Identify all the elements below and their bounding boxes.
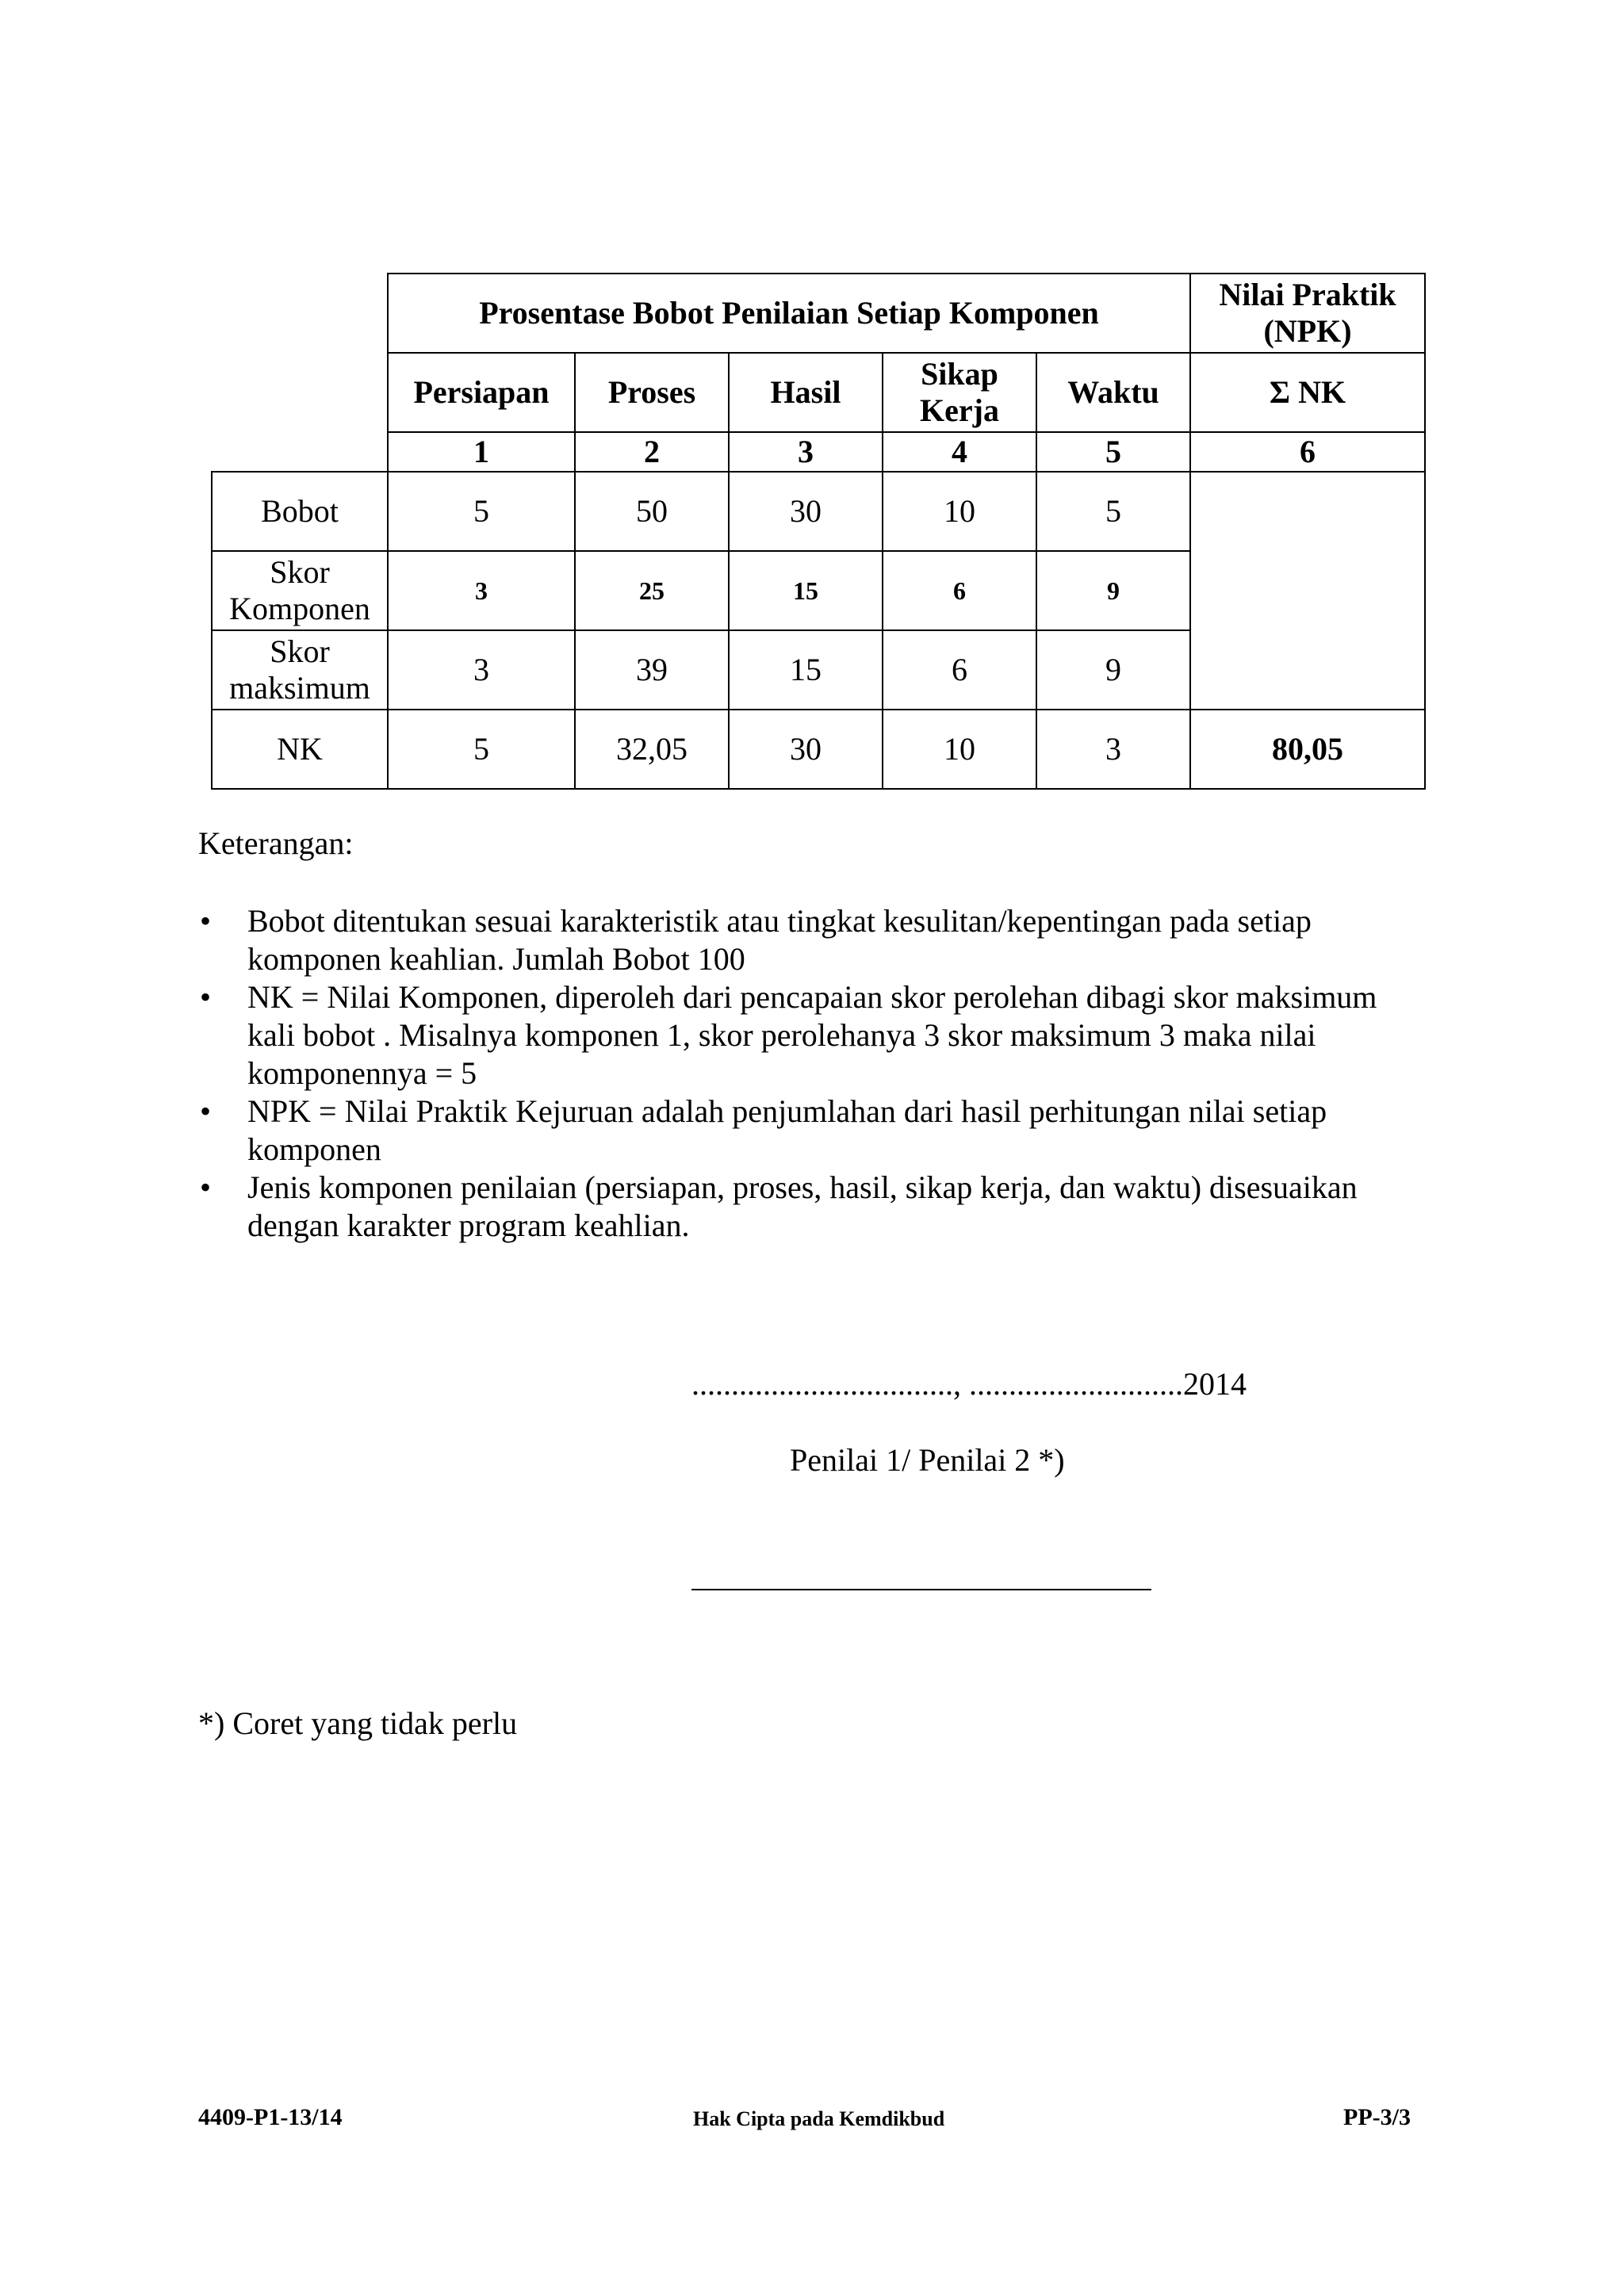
table-cell: 5 [388,710,575,789]
table-cell: 30 [729,472,883,551]
bullet-icon: • [200,903,212,939]
table-cell: 3 [1036,710,1190,789]
column-header-hasil: Hasil [729,353,883,432]
table-cell: 5 [1036,472,1190,551]
table-cell: 30 [729,710,883,789]
table-cell: 5 [388,472,575,551]
notes-list [198,902,1467,1245]
bullet-icon: • [200,1093,212,1129]
signature-line [691,1589,1151,1590]
note-line: dengan karakter program keahlian. [247,1207,690,1243]
column-number: 4 [883,432,1036,472]
note-line: Bobot ditentukan sesuai karakteristik atau tingkat kesulitan/kepentingan pada setiap [247,903,1312,939]
table-cell: 6 [883,630,1036,710]
note-line: kali bobot . Misalnya komponen 1, skor perolehanya 3 skor maksimum 3 maka nilai [247,1017,1316,1053]
note-line: Jenis komponen penilaian (persiapan, proses, hasil, sikap kerja, dan waktu) disesuaikan [247,1169,1358,1205]
note-line: komponen [247,1131,381,1167]
table-cell: 9 [1036,630,1190,710]
note-line: komponen keahlian. Jumlah Bobot 100 [247,941,745,977]
row-label-line1: Skor [270,633,330,669]
table-cell: 6 [883,551,1036,630]
row-label-line1: Skor [270,554,330,590]
column-header-waktu: Waktu [1036,353,1190,432]
table-cell: 9 [1036,551,1190,630]
npk-total: 80,05 [1190,710,1425,789]
table-cell: 15 [729,630,883,710]
table-cell: 32,05 [575,710,729,789]
table-cell: 39 [575,630,729,710]
assessment-weight-table [211,273,1426,790]
list-item [198,1093,1467,1169]
npk-header-line1: Nilai Praktik [1219,277,1396,312]
note-line: komponennya = 5 [247,1055,477,1091]
bullet-icon: • [200,1169,212,1205]
column-header-persiapan: Persiapan [388,353,575,432]
row-label-nk: NK [212,710,388,789]
assessor-label: Penilai 1/ Penilai 2 *) [790,1442,1065,1478]
column-number: 5 [1036,432,1190,472]
keterangan-heading: Keterangan: [198,825,354,861]
npk-header-line2: (NPK) [1263,313,1352,349]
row-label-line2: maksimum [229,670,370,706]
column-header-sikap-kerja [883,353,1036,432]
column-number: 3 [729,432,883,472]
list-item [198,978,1467,1093]
sikap-line1: Sikap [921,356,998,392]
row-label-line2: Komponen [229,591,370,626]
note-line: NK = Nilai Komponen, diperoleh dari pencapaian skor perolehan dibagi skor maksimum [247,979,1377,1015]
column-number: 6 [1190,432,1425,472]
table-corner [212,432,388,472]
table-cell: 15 [729,551,883,630]
table-corner [212,274,388,353]
note-line: NPK = Nilai Praktik Kejuruan adalah penjumlahan dari hasil perhitungan nilai setiap [247,1093,1327,1129]
table-cell: 3 [388,551,575,630]
footnote: *) Coret yang tidak perlu [198,1705,518,1741]
table-corner [212,353,388,432]
list-item [198,1169,1467,1245]
row-label-skor-maksimum [212,630,388,710]
document-code: 4409-P1-13/14 [198,2104,343,2130]
table-cell: 25 [575,551,729,630]
place-date-line: ................................., ...........................2014 [691,1366,1247,1402]
column-header-sum-nk: Σ NK [1190,353,1425,432]
sikap-line2: Kerja [920,392,999,428]
page-number: PP-3/3 [1343,2104,1411,2130]
bullet-icon: • [200,979,212,1015]
npk-header [1190,274,1425,353]
table-cell: 10 [883,710,1036,789]
table-cell: 3 [388,630,575,710]
column-number: 2 [575,432,729,472]
column-number: 1 [388,432,575,472]
row-label-bobot: Bobot [212,472,388,551]
table-cell: 50 [575,472,729,551]
table-cell: 10 [883,472,1036,551]
column-header-proses: Proses [575,353,729,432]
list-item [198,902,1467,978]
npk-empty-cell [1190,472,1425,710]
copyright-notice: Hak Cipta pada Kemdikbud [693,2107,945,2130]
row-label-skor-komponen [212,551,388,630]
group-header: Prosentase Bobot Penilaian Setiap Komponen [388,274,1190,353]
